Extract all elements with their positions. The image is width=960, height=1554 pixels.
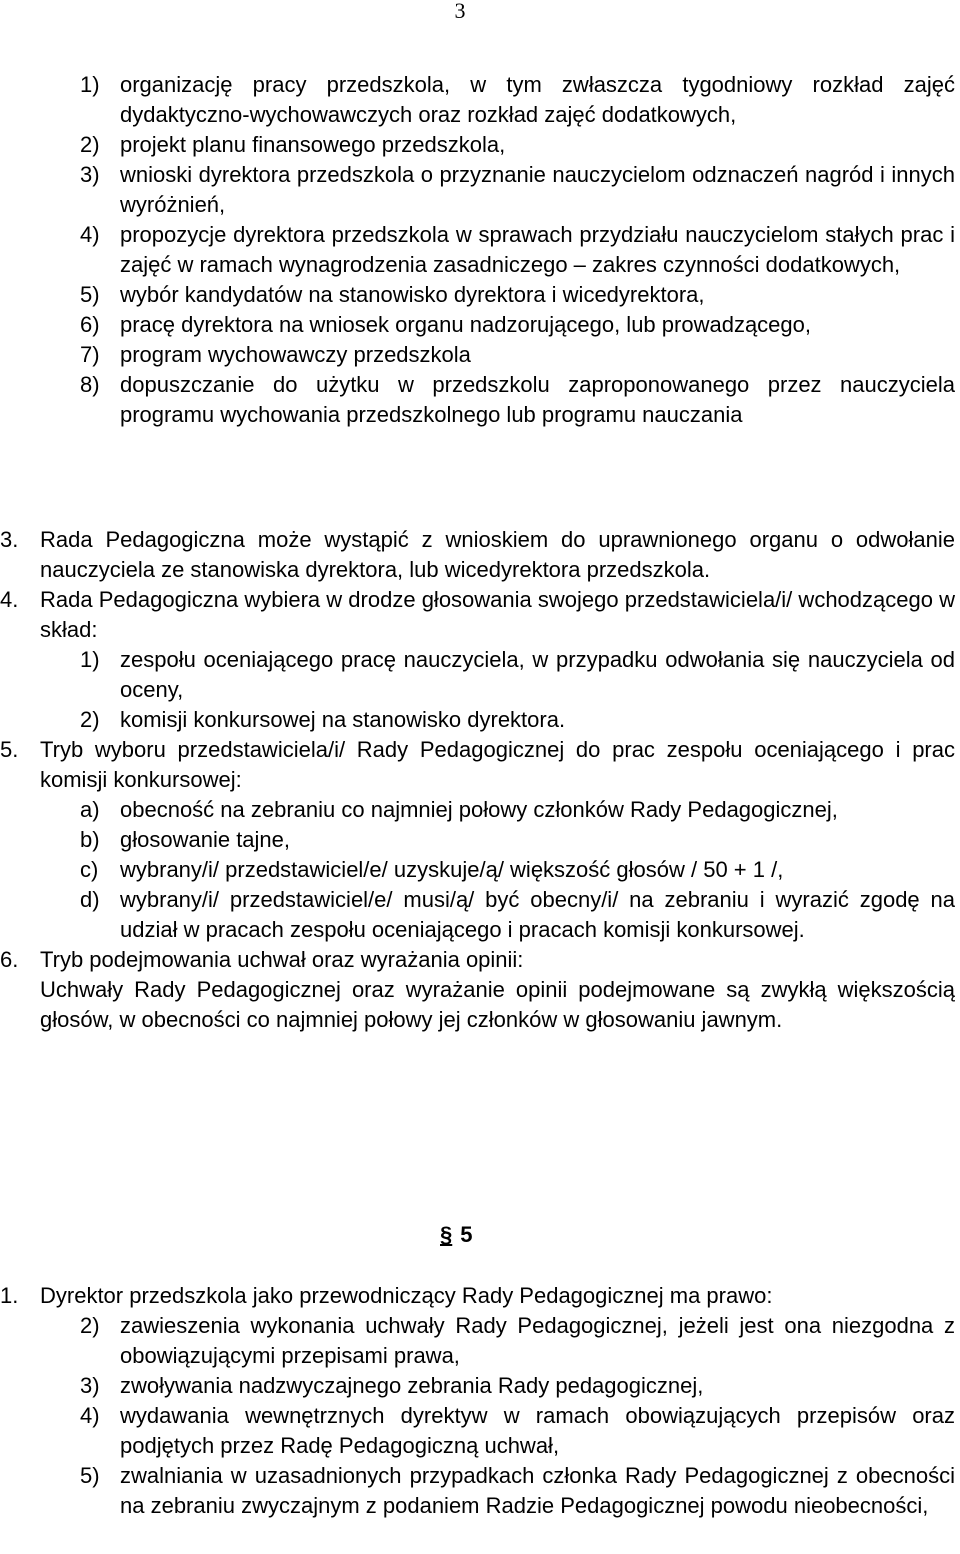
section-heading: § 5: [440, 1222, 473, 1247]
list-item: 5) zwalniania w uzasadnionych przypadkach członka Rady Pedagogicznej z obecności na zebraniu zwyczajnym z podaniem Radzie Pedagogicznej powodu nieobecności,: [80, 1463, 955, 1518]
paragraphs-3-6: [0, 525, 960, 1035]
page-number: 3: [454, 0, 466, 23]
paragraph-3: 3. Rada Pedagogiczna może wystąpić z wnioskiem do uprawnionego organu o odwołanie nauczyciela ze stanowiska dyrektora, lub wicedyrektora przedszkola.: [0, 527, 955, 582]
list-item: 5) wybór kandydatów na stanowisko dyrektora i wicedyrektora,: [80, 282, 705, 307]
list-item: 6) pracę dyrektora na wniosek organu nadzorującego, lub prowadzącego,: [80, 312, 811, 337]
list-item: 2) projekt planu finansowego przedszkola,: [80, 132, 506, 157]
list-item: 1) zespołu oceniającego pracę nauczyciela, w przypadku odwołania się nauczyciela od oceny,: [80, 647, 955, 702]
list-item: a) obecność na zebraniu co najmniej połowy członków Rady Pedagogicznej,: [80, 797, 838, 822]
paragraph-6: 6. Tryb podejmowania uchwał oraz wyrażania opinii:: [0, 947, 524, 972]
list-item: b) głosowanie tajne,: [80, 827, 291, 852]
list-item: 1) organizację pracy przedszkola, w tym zwłaszcza tygodniowy rozkład zajęć dydaktyczno-wychowawczych oraz rozkład zajęć dodatkowych,: [80, 72, 955, 127]
list-competences: [0, 70, 960, 430]
section-5-paragraph-1: 1. Dyrektor przedszkola jako przewodniczący Rady Pedagogicznej ma prawo:: [0, 1283, 773, 1308]
list-item: 3) zwoływania nadzwyczajnego zebrania Rady pedagogicznej,: [80, 1373, 704, 1398]
list-item: d) wybrany/i/ przedstawiciel/e/ musi/ą/ być obecny/i/ na zebraniu i wyrazić zgodę na udział w pracach zespołu oceniającego i pracach komisji konkursowej.: [80, 887, 955, 942]
section-5-content: [0, 1281, 960, 1521]
list-item: 4) propozycje dyrektora przedszkola w sprawach przydziału nauczycielom stałych prac i zajęć w ramach wynagrodzenia zasadniczego – zakres czynności dodatkowych,: [80, 222, 955, 277]
list-item: 2) zawieszenia wykonania uchwały Rady Pedagogicznej, jeżeli jest ona niezgodna z obowiązującymi przepisami prawa,: [80, 1313, 955, 1368]
paragraph-5: 5. Tryb wyboru przedstawiciela/i/ Rady Pedagogicznej do prac zespołu oceniającego i prac komisji konkursowej:: [0, 737, 955, 792]
paragraph-6-body: Uchwały Rady Pedagogicznej oraz wyrażanie opinii podejmowane są zwykłą większością głosów, w obecności co najmniej połowy jej członków w głosowaniu jawnym.: [40, 977, 955, 1032]
paragraph-4: 4. Rada Pedagogiczna wybiera w drodze głosowania swojego przedstawiciela/i/ wchodzącego w skład:: [0, 587, 955, 642]
list-item: 8) dopuszczanie do użytku w przedszkolu zaproponowanego przez nauczyciela programu wychowania przedszkolnego lub programu nauczania: [80, 372, 955, 427]
list-item: 2) komisji konkursowej na stanowisko dyrektora.: [80, 707, 566, 732]
list-item: 4) wydawania wewnętrznych dyrektyw w ramach obowiązujących przepisów oraz podjętych przez Radę Pedagogiczną uchwał,: [80, 1403, 955, 1458]
list-item: 3) wnioski dyrektora przedszkola o przyznanie nauczycielom odznaczeń nagród i innych wyróżnień,: [80, 162, 955, 217]
list-item: c) wybrany/i/ przedstawiciel/e/ uzyskuje/ą/ większość głosów / 50 + 1 /,: [80, 857, 784, 882]
list-item: 7) program wychowawczy przedszkola: [80, 342, 471, 367]
